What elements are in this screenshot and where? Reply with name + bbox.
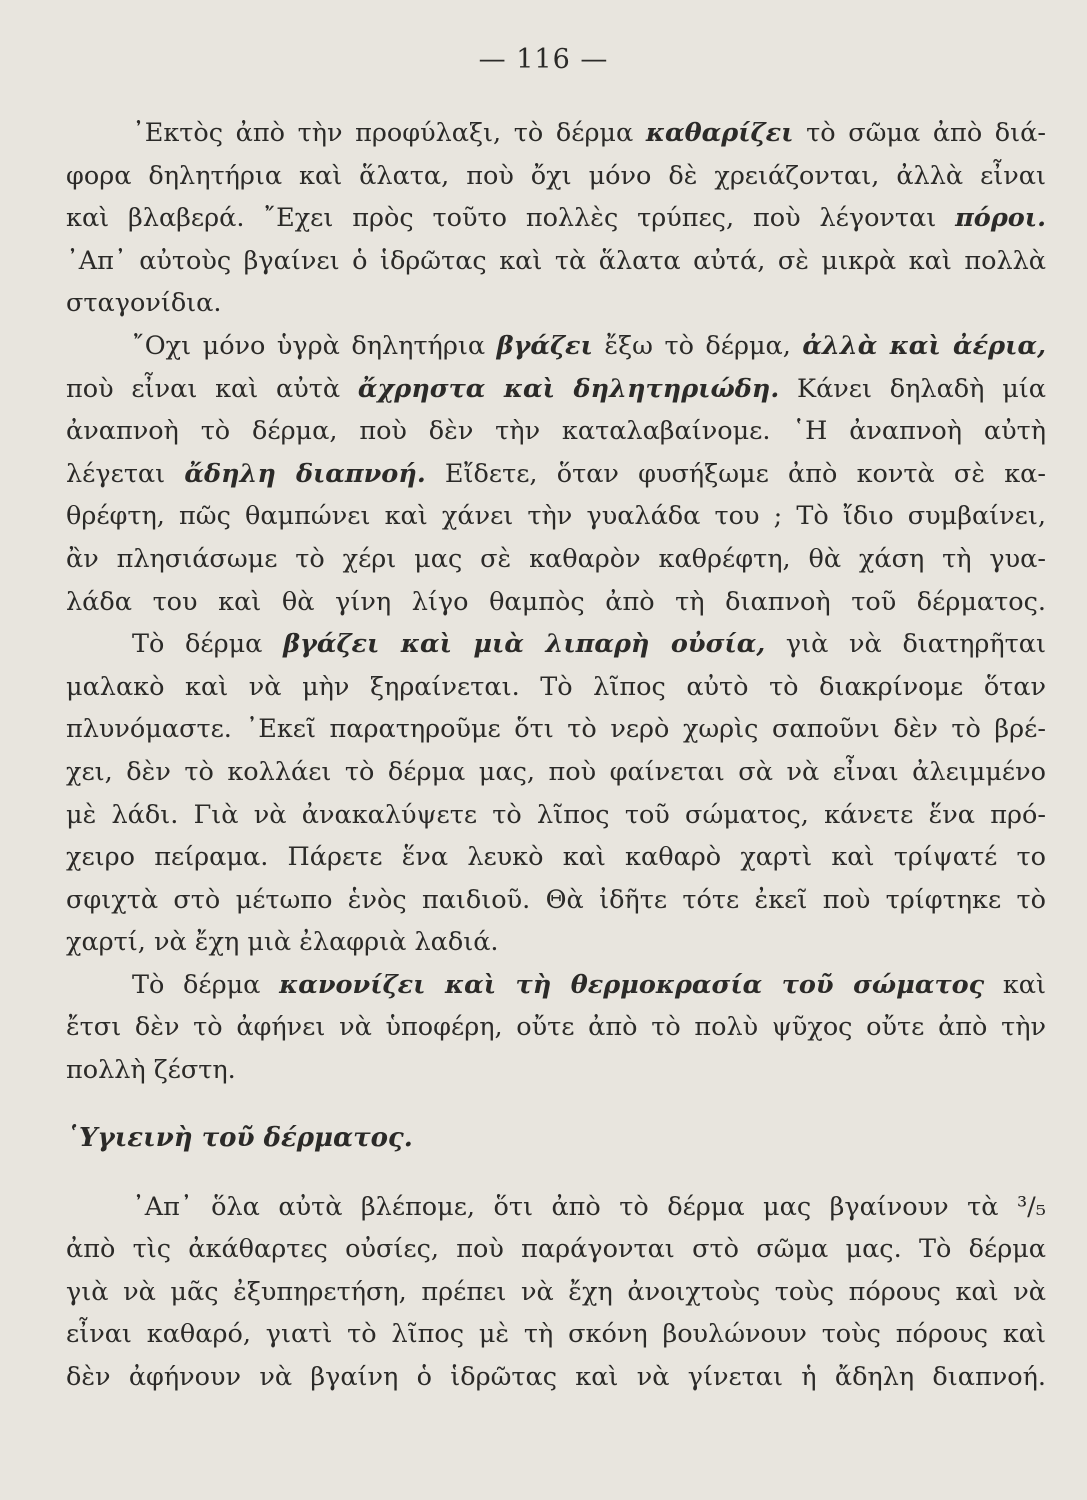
text-line: χειρο πείραμα. Πάρετε ἕνα λευκὸ καὶ καθαρὸ χαρτὶ καὶ τρίψατέ το [66, 842, 1046, 873]
paragraph-excretion [66, 112, 1046, 325]
text-line: Τὸ δέρμα βγάζει καὶ μιὰ λιπαρὴ οὐσία, γιὰ νὰ διατηρῆται [132, 629, 1046, 660]
text-line: χαρτί, νὰ ἔχη μιὰ ἐλαφριὰ λαδιά. [66, 927, 499, 958]
text-line: λέγεται ἄδηλη διαπνοή. Εἴδετε, ὅταν φυσήξωμε ἀπὸ κοντὰ σὲ κα- [66, 458, 1046, 489]
paragraph-oil [66, 623, 1046, 964]
text-line: ποὺ εἶναι καὶ αὐτὰ ἄχρηστα καὶ δηλητηριώδη. Κάνει δηλαδὴ μία [66, 373, 1046, 404]
text-line: καὶ βλαβερά. ῎Εχει πρὸς τοῦτο πολλὲς τρύπες, ποὺ λέγονται πόροι. [66, 203, 1046, 234]
text-line: ᾽Απ᾽ ὅλα αὐτὰ βλέπομε, ὅτι ἀπὸ τὸ δέρμα μας βγαίνουν τὰ ³/₅ [132, 1191, 1046, 1222]
text-line: ᾽Εκτὸς ἀπὸ τὴν προφύλαξι, τὸ δέρμα καθαρίζει τὸ σῶμα ἀπὸ διά- [132, 118, 1046, 148]
body-text [66, 112, 1046, 1399]
text-line: γιὰ νὰ μᾶς ἐξυπηρετήση, πρέπει νὰ ἔχη ἀνοιχτοὺς τοὺς πόρους καὶ νὰ [66, 1276, 1046, 1307]
paragraph-gases [66, 325, 1046, 623]
text-line: ἀναπνοὴ τὸ δέρμα, ποὺ δὲν τὴν καταλαβαίνομε. ῾Η ἀναπνοὴ αὐτὴ [66, 416, 1046, 447]
text-line: φορα δηλητήρια καὶ ἅλατα, ποὺ ὄχι μόνο δὲ χρειάζονται, ἀλλὰ εἶναι [66, 160, 1046, 191]
text-line: ἀπὸ τὶς ἀκάθαρτες οὐσίες, ποὺ παράγονται στὸ σῶμα μας. Τὸ δέρμα [66, 1234, 1046, 1265]
section-heading: ῾Υγιεινὴ τοῦ δέρματος. [66, 1122, 413, 1153]
text-line: ᾽Απ᾽ αὐτοὺς βγαίνει ὁ ἱδρῶτας καὶ τὰ ἅλατα αὐτά, σὲ μικρὰ καὶ πολλὰ [66, 245, 1046, 276]
text-line: ῎Οχι μόνο ὑγρὰ δηλητήρια βγάζει ἔξω τὸ δέρμα, ἀλλὰ καὶ ἀέρια, [132, 330, 1046, 361]
text-line: σταγονίδια. [66, 288, 222, 319]
text-line: δὲν ἀφήνουν νὰ βγαίνη ὁ ἱδρῶτας καὶ νὰ γίνεται ἡ ἄδηλη διαπνοή. [66, 1362, 1046, 1393]
text-line: μαλακὸ καὶ νὰ μὴν ξηραίνεται. Τὸ λῖπος αὐτὸ τὸ διακρίνομε ὅταν [66, 671, 1046, 702]
text-line: θρέφτη, πῶς θαμπώνει καὶ χάνει τὴν γυαλάδα του ; Τὸ ἴδιο συμβαίνει, [66, 501, 1046, 532]
text-line: χει, δὲν τὸ κολλάει τὸ δέρμα μας, ποὺ φαίνεται σὰ νὰ εἶναι ἀλειμμένο [66, 756, 1046, 787]
paragraph-hygiene [66, 1186, 1046, 1399]
text-line: ἂν πλησιάσωμε τὸ χέρι μας σὲ καθαρὸν καθρέφτη, θὰ χάση τὴ γυα- [66, 543, 1046, 574]
text-line: λάδα του καὶ θὰ γίνη λίγο θαμπὸς ἀπὸ τὴ διαπνοὴ τοῦ δέρματος. [66, 586, 1046, 617]
text-line: μὲ λάδι. Γιὰ νὰ ἀνακαλύψετε τὸ λῖπος τοῦ σώματος, κάνετε ἕνα πρό- [66, 799, 1046, 830]
text-line: πλυνόμαστε. ᾽Εκεῖ παρατηροῦμε ὅτι τὸ νερὸ χωρὶς σαποῦνι δὲν τὸ βρέ- [66, 714, 1046, 745]
text-line: πολλὴ ζέστη. [66, 1055, 236, 1086]
text-line: σφιχτὰ στὸ μέτωπο ἑνὸς παιδιοῦ. Θὰ ἰδῆτε τότε ἐκεῖ ποὺ τρίφτηκε τὸ [66, 884, 1046, 915]
text-line: Τὸ δέρμα κανονίζει καὶ τὴ θερμοκρασία τοῦ σώματος καὶ [132, 969, 1046, 1000]
text-line: ἔτσι δὲν τὸ ἀφήνει νὰ ὑποφέρη, οὔτε ἀπὸ τὸ πολὺ ψῦχος οὔτε ἀπὸ τὴν [66, 1012, 1046, 1043]
text-line: εἶναι καθαρό, γιατὶ τὸ λῖπος μὲ τὴ σκόνη βουλώνουν τοὺς πόρους καὶ [66, 1319, 1046, 1350]
paragraph-temperature [66, 964, 1046, 1092]
page-number: — 116 — [478, 44, 609, 75]
